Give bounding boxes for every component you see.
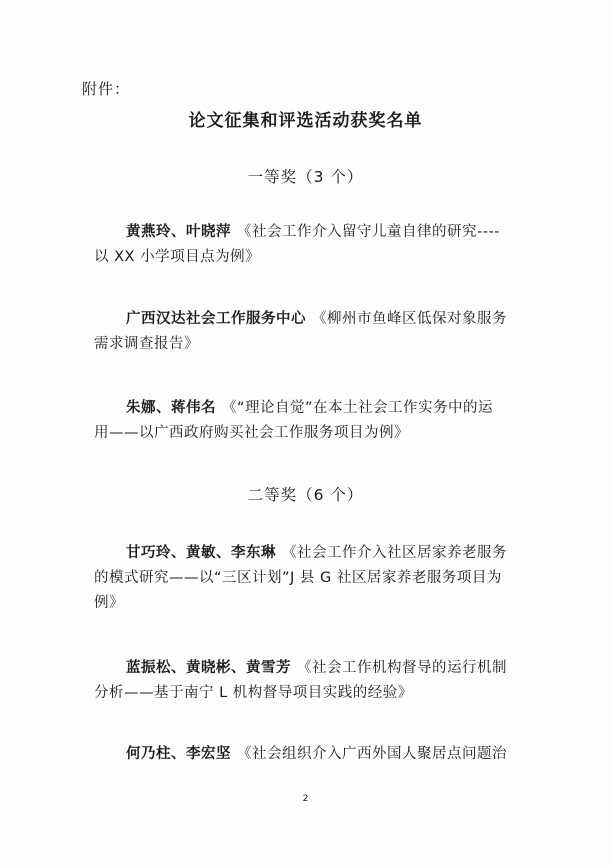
entry-work-continuation: 例》 (94, 595, 124, 611)
section-heading-first-prize: 一等奖（3 个） (247, 168, 364, 186)
entry-authors: 蓝振松、黄晓彬、黄雪芳 (126, 660, 291, 676)
entry-work-title: 《社会组织介入广西外国人聚居点问题治 (237, 746, 507, 762)
award-entry (62, 656, 534, 706)
entry-work-continuation: 的模式研究——以“三区计划”J 县 G 社区居家养老服务项目为 (94, 570, 502, 586)
entry-authors: 朱娜、蒋伟名 (126, 400, 216, 416)
entry-first-line (94, 220, 534, 245)
entry-work-title: 《柳州市鱼峰区低保对象服务 (312, 311, 507, 327)
entry-work-continuation: 分析——基于南宁 L 机构督导项目实践的经验》 (94, 685, 413, 701)
entry-authors: 黄燕玲、叶晓萍 (126, 224, 231, 240)
award-entry (62, 541, 534, 616)
entry-work-title: 《社会工作机构督导的运行机制 (297, 660, 507, 676)
entry-authors: 甘巧玲、黄敏、李东琳 (126, 545, 276, 561)
award-entry (62, 220, 534, 270)
entry-work-title: 《“理论自觉”在本土社会工作实务中的运 (222, 400, 494, 416)
entry-first-line (94, 742, 534, 767)
page-number: 2 (302, 794, 309, 804)
entry-first-line (94, 307, 534, 332)
entry-work-title: 《社会工作介入社区居家养老服务 (282, 545, 507, 561)
attachment-label: 附件： (82, 80, 131, 98)
entry-authors: 何乃柱、李宏坚 (126, 746, 231, 762)
award-entry (62, 396, 534, 446)
entry-authors: 广西汉达社会工作服务中心 (126, 311, 306, 327)
entry-first-line (94, 396, 534, 421)
award-entry (62, 307, 534, 357)
award-entry (62, 742, 534, 767)
entry-work-continuation: 需求调查报告》 (94, 336, 199, 352)
entry-first-line (94, 541, 534, 566)
entry-first-line (94, 656, 534, 681)
page-title: 论文征集和评选活动获奖名单 (188, 111, 423, 131)
entry-work-title: 《社会工作介入留守儿童自律的研究---- (237, 224, 500, 240)
entry-work-continuation: 以 XX 小学项目点为例》 (94, 249, 261, 265)
section-heading-second-prize: 二等奖（6 个） (247, 486, 364, 504)
entry-work-continuation: 用——以广西政府购买社会工作服务项目为例》 (94, 425, 409, 441)
